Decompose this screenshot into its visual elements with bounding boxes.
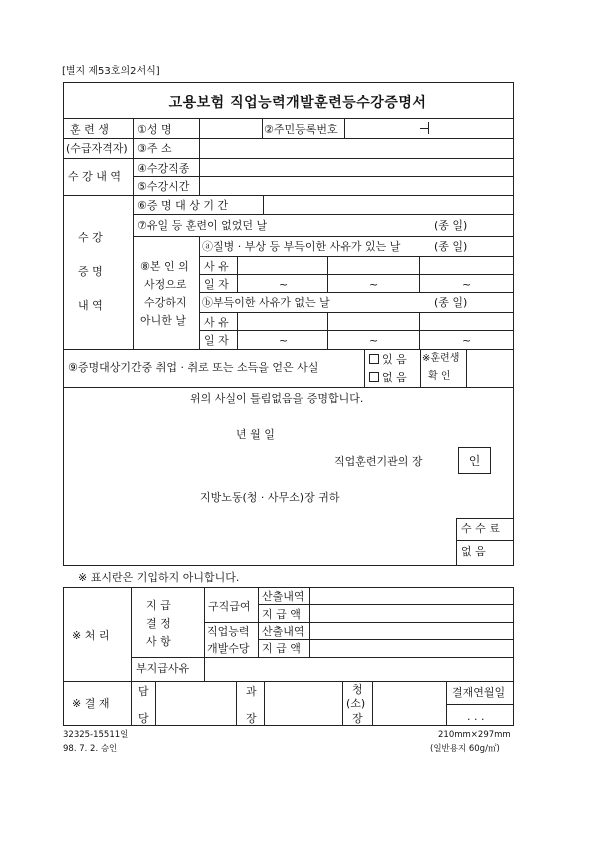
dev-pay-field[interactable] xyxy=(310,640,513,656)
b-reason-field-1[interactable] xyxy=(238,313,326,329)
decision-line-1: 지 급 xyxy=(146,599,171,612)
office-label-3: 장 xyxy=(352,712,363,725)
course-hours-field[interactable] xyxy=(200,177,513,194)
b-date-tilde-3: ~ xyxy=(462,334,472,347)
dev-calc-label: 산출내역 xyxy=(262,625,305,638)
a-reason-field-1[interactable] xyxy=(238,257,326,273)
proof-label-1: 수 강 xyxy=(78,231,103,244)
paper-size: 210mm×297mm xyxy=(438,730,511,740)
a-reason-field-3[interactable] xyxy=(420,257,513,273)
seal-box[interactable] xyxy=(458,447,491,474)
job-calc-label: 산출내역 xyxy=(262,590,305,603)
address-label: ③주 소 xyxy=(137,142,172,155)
form-reference: [별지 제53호의2서식] xyxy=(62,66,160,77)
form-title: 고용보험 직업능력개발훈련등수강증명서 xyxy=(168,95,427,111)
rrn-field[interactable] xyxy=(345,119,513,137)
unpaid-days: (종 일) xyxy=(434,219,468,232)
period-field[interactable] xyxy=(264,196,513,213)
yes-checkbox[interactable] xyxy=(369,354,379,364)
proof-label-3: 내 역 xyxy=(78,299,103,312)
approval-date-dots[interactable]: . . . xyxy=(467,710,485,723)
b-reason-field-2[interactable] xyxy=(328,313,418,329)
period-label: ⑥증 명 대 상 기 간 xyxy=(137,199,229,212)
note: ※ 표시란은 기입하지 아니합니다. xyxy=(78,571,240,584)
b-label: ⓑ부득이한 사유가 없는 날 xyxy=(202,296,330,309)
a-reason-field-2[interactable] xyxy=(328,257,418,273)
seal-label: 인 xyxy=(468,454,481,468)
decision-line-3: 사 항 xyxy=(146,635,171,648)
rrn-label: ②주민등록번호 xyxy=(264,123,338,136)
form-code: 32325-15511일 xyxy=(63,730,129,740)
job-seek-label: 구직급여 xyxy=(208,600,251,613)
course-type-field[interactable] xyxy=(200,159,513,175)
processing-label: ※ 처 리 xyxy=(72,629,110,642)
b-reason-field-3[interactable] xyxy=(420,313,513,329)
certify-statement: 위의 사실이 틀림없음을 증명합니다. xyxy=(190,392,364,405)
b-days: (종 일) xyxy=(434,296,468,309)
b-date-tilde-2: ~ xyxy=(369,334,379,347)
course-hours-label: ⑤수강시간 xyxy=(137,180,190,193)
certify-date: 년 월 일 xyxy=(236,428,275,441)
employment-yes[interactable]: 있 음 xyxy=(369,354,407,365)
institution-label: 직업훈련기관의 장 xyxy=(334,455,423,468)
approval-date-label: 결재연월일 xyxy=(452,686,506,699)
job-pay-field[interactable] xyxy=(310,605,513,621)
dev-calc-field[interactable] xyxy=(310,623,513,638)
no-checkbox[interactable] xyxy=(369,372,379,382)
office-sign-field[interactable] xyxy=(373,682,445,725)
b-reason-label: 사 유 xyxy=(204,316,229,329)
a-date-tilde-3: ~ xyxy=(462,278,472,291)
section-label-1: 과 xyxy=(246,685,257,698)
own-reason-line-2: 사정으로 xyxy=(144,278,187,291)
name-label: ①성 명 xyxy=(137,123,172,136)
applicant-sublabel: (수급자격자) xyxy=(66,142,128,155)
employment-label: ⑨증명대상기간중 취업 · 취로 또는 소득을 얻은 사실 xyxy=(68,361,319,374)
unpaid-label: ⑦유일 등 훈련이 없었던 날 xyxy=(137,219,268,232)
office-label-1: 청 xyxy=(352,683,363,696)
paper-type: (일반용지 60g/㎡) xyxy=(430,744,500,754)
office-label-2: (소) xyxy=(346,697,366,710)
own-reason-line-1: ⑧본 인 의 xyxy=(140,260,189,273)
confirm-label-2: 확 인 xyxy=(428,371,451,382)
staff-sign-field[interactable] xyxy=(156,682,235,725)
course-type-label: ④수강직종 xyxy=(137,162,190,175)
approval-label: ※ 결 재 xyxy=(72,697,110,710)
staff-label-1: 담 xyxy=(138,685,149,698)
a-date-tilde-2: ~ xyxy=(369,278,379,291)
decision-line-2: 결 정 xyxy=(146,617,171,630)
job-calc-field[interactable] xyxy=(310,588,513,603)
a-reason-label: 사 유 xyxy=(204,260,229,273)
proof-label-2: 증 명 xyxy=(78,265,103,278)
approval-note: 98. 7. 2. 승인 xyxy=(63,744,118,754)
a-days: (종 일) xyxy=(434,240,468,253)
own-reason-line-4: 아니한 날 xyxy=(140,314,187,327)
applicant-label: 훈 련 생 xyxy=(70,123,109,136)
nonpay-field[interactable] xyxy=(205,658,513,680)
address-field[interactable] xyxy=(200,139,513,157)
confirm-field[interactable] xyxy=(467,350,513,386)
b-date-tilde-1: ~ xyxy=(279,334,289,347)
confirm-label-1: ※훈련생 xyxy=(422,353,460,364)
dev-label-1: 직업능력 xyxy=(207,625,250,638)
course-label: 수 강 내 역 xyxy=(68,170,121,183)
fee-label: 수 수 료 xyxy=(461,522,500,535)
employment-no[interactable]: 없 음 xyxy=(369,372,407,383)
a-date-label: 일 자 xyxy=(204,278,229,291)
b-date-label: 일 자 xyxy=(204,334,229,347)
job-pay-label: 지 급 액 xyxy=(262,608,301,621)
fee-value: 없 음 xyxy=(461,545,486,558)
dev-pay-label: 지 급 액 xyxy=(262,642,301,655)
a-date-tilde-1: ~ xyxy=(279,278,289,291)
a-label: ⓐ질병 · 부상 등 부득이한 사유가 있는 날 xyxy=(202,240,401,253)
own-reason-line-3: 수강하지 xyxy=(144,296,187,309)
nonpay-label: 부지급사유 xyxy=(136,662,190,675)
name-field[interactable] xyxy=(200,119,261,137)
section-sign-field[interactable] xyxy=(265,682,341,725)
dev-label-2: 개발수당 xyxy=(207,642,250,655)
section-label-2: 장 xyxy=(246,712,257,725)
staff-label-2: 당 xyxy=(138,712,149,725)
addressee: 지방노동(청 · 사무소)장 귀하 xyxy=(200,491,340,504)
